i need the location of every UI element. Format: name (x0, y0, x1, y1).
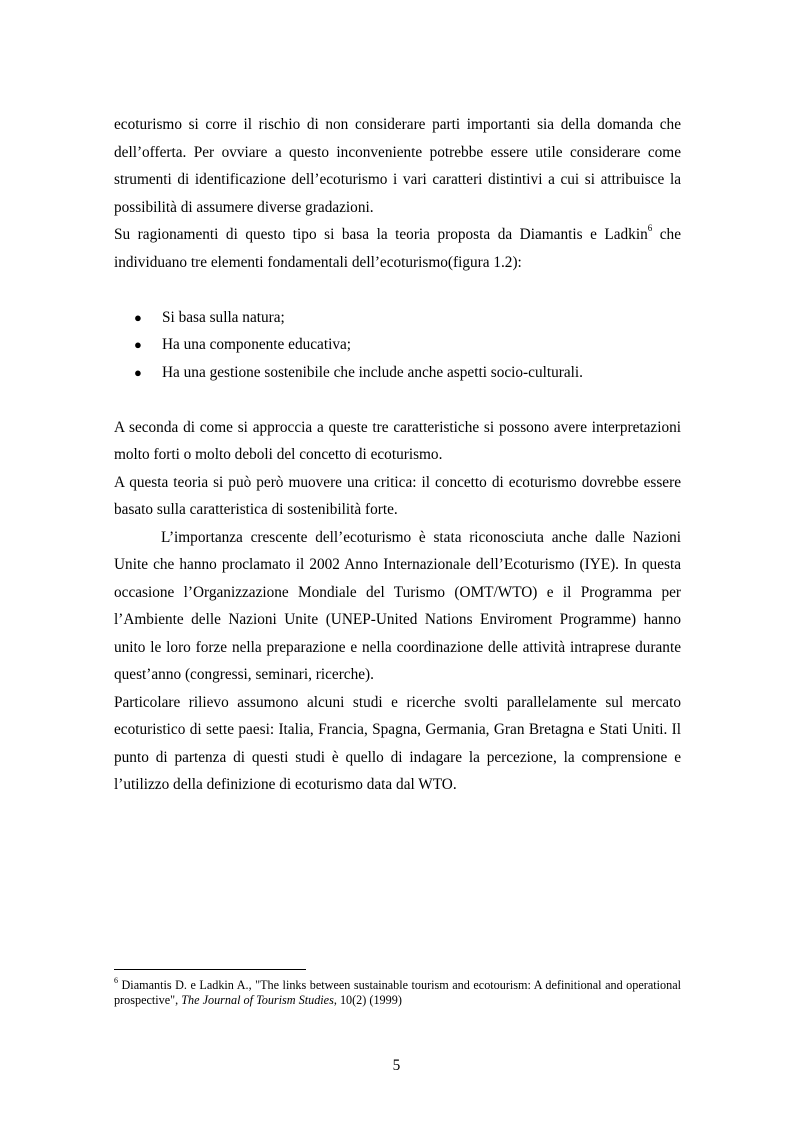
list-item (114, 304, 681, 332)
list-item (114, 331, 681, 359)
footnote-reference[interactable]: 6 (647, 222, 653, 233)
list-item-text: Ha una gestione sostenibile che include anche aspetti socio-culturali. (162, 363, 583, 381)
paragraph-2-text-end: che individuano tre elementi fondamentali dell’ecoturismo(figura 1.2): (114, 226, 681, 271)
paragraph-3: A seconda di come si approccia a queste tre caratteristiche si possono avere interpretazioni molto forti o molto deboli del concetto di ecoturismo. (114, 418, 681, 463)
footnote (114, 975, 681, 1008)
list-item-text: Ha una componente educativa; (162, 336, 352, 353)
bullet-list (114, 304, 681, 387)
footnote-journal: The Journal of Tourism Studies (181, 993, 334, 1007)
list-item (114, 359, 681, 387)
paragraph-6: Particolare rilievo assumono alcuni studi e ricerche svolti parallelamente sul mercato ecoturistico di sette paesi: Italia, Francia, Spagna, Germania, Gran Bretagna e Stati Uniti. Il punto di partenza di questi studi è quello di indagare la percezione, la comprensione e l’utilizzo della definizione di ecoturismo data dal WTO. (114, 693, 681, 793)
bullet-icon: ● (134, 309, 142, 325)
list-item-text: Si basa sulla natura; (162, 308, 285, 326)
bullet-icon: ● (134, 337, 142, 352)
spacer (114, 386, 681, 414)
paragraph-2 (114, 221, 681, 276)
footnote-text-end: , 10(2) (1999) (333, 993, 402, 1007)
footnote-number: 6 (114, 975, 118, 985)
paragraph-1: ecoturismo si corre il rischio di non considerare parti importanti sia della domanda che dell’offerta. Per ovviare a questo inconveniente potrebbe essere utile considerare come strumenti di identificazione dell’ecoturismo i vari caratteri distintivi a cui si attribuisce la possibilità di assumere diverse gradazioni. (114, 116, 681, 216)
paragraph-2-text: Su ragionamenti di questo tipo si basa la teoria proposta da Diamantis e Ladkin (114, 226, 648, 243)
paragraph-5: L’importanza crescente dell’ecoturismo è stata riconosciuta anche dalle Nazioni Unite che hanno proclamato il 2002 Anno Internazionale dell’Ecoturismo (IYE). In questa occasione l’Organizzazione Mondiale del Turismo (OMT/WTO) e il Programma per l’Ambiente delle Nazioni Unite (UNEP-United Nations Enviroment Programme) hanno unito le loro forze nella preparazione e nella coordinazione delle attività intraprese durante quest’anno (congressi, seminari, ricerche). (114, 528, 681, 683)
bullet-icon: ● (134, 364, 142, 380)
paragraph-4: A questa teoria si può però muovere una critica: il concetto di ecoturismo dovrebbe essere basato sulla caratteristica di sostenibilità forte. (114, 473, 681, 518)
page-number: 5 (392, 1057, 401, 1074)
body-text (114, 111, 681, 799)
footnote-text: Diamantis D. e Ladkin A., "The links between sustainable tourism and ecotourism: A definitional and operational prospective", (114, 978, 681, 1007)
footnote-separator (114, 969, 306, 970)
spacer (114, 276, 681, 304)
